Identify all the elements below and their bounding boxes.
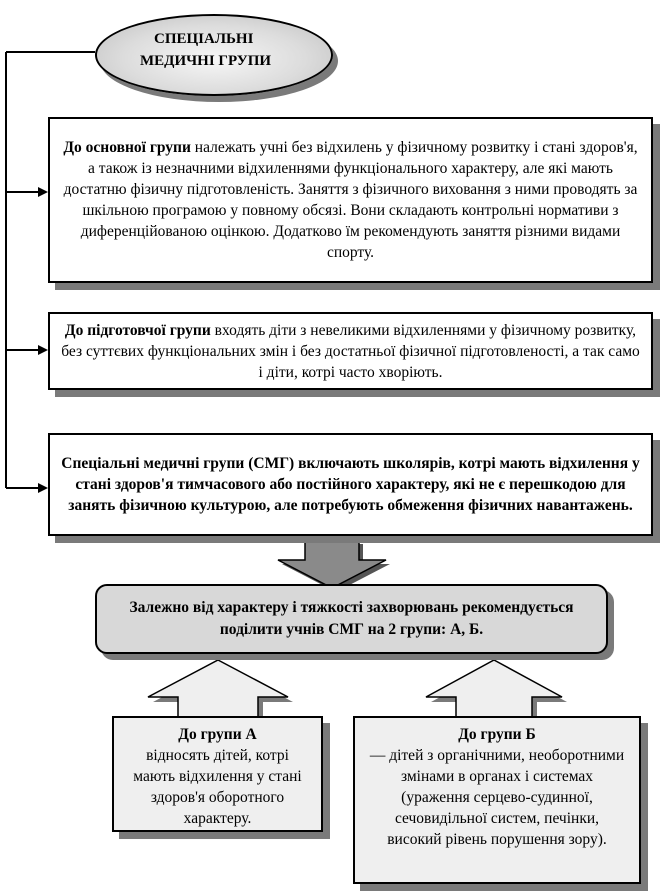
group-a-text: відносять дітей, котрі мають відхилення у стані здоров'я оборотного характеру. [133,747,302,827]
up-arrow-group-a [148,660,293,722]
group-b-text: — дітей з органічними, необоротними змінами в органах і системах (ураження серцево-судинної, сечовидільної систем, печінки, високий рівень порушення зору). [369,747,625,848]
group-a-box [112,716,323,832]
depend-box [95,584,608,654]
main-group-box [48,117,653,283]
arrow-to-prep-box [6,345,48,355]
main-group-text [60,137,641,263]
smg-text: Спеціальні медичні групи (СМГ) включають школярів, котрі мають відхилення у стані здоров'я тимчасового або постійного характеру, які не є перешкодою для занять фізичною культурою, але потребують обмеження фізичних навантажень. [61,455,640,514]
up-arrow-group-b [426,660,567,722]
prep-group-body: входять діти з невеликими відхиленнями у фізичному розвитку, без суттєвих функціональних змін і без достатньої фізичної підготовленості, а так само і діти, котрі часто хворіють. [61,321,640,381]
group-b-box [353,716,641,884]
main-group-lead: До основної групи [63,139,191,156]
smg-box [48,433,653,536]
group-b-heading: До групи Б [458,726,536,743]
depend-text: Залежно від характеру і тяжкості захворювань рекомендується поділити учнів СМГ на 2 групи: А, Б. [129,599,574,638]
prep-group-text [60,320,641,383]
title-text [140,28,300,72]
title-line-2: МЕДИЧНІ ГРУПИ [140,53,272,69]
prep-group-box [48,312,653,390]
prep-group-lead: До підготовчої групи [64,321,211,339]
group-a-heading: До групи А [178,726,257,743]
arrow-to-main-box [6,187,48,197]
arrow-to-smg-box [6,483,48,493]
title-line-1: СПЕЦІАЛЬНІ [154,31,254,47]
main-group-body: належать учні без відхилень у фізичному розвитку і стані здоров'я, а також із незначними відхиленнями функціонального характеру, але які мають достатню фізичну підготовленість. Заняття з фізичного виховання з ними проводять за шкільною програмою у повному обсязі. Вони складають контрольні нормативи з диференційованою оцінкою. Додатково їм рекомендують заняття різними видами спорту. [63,139,638,261]
